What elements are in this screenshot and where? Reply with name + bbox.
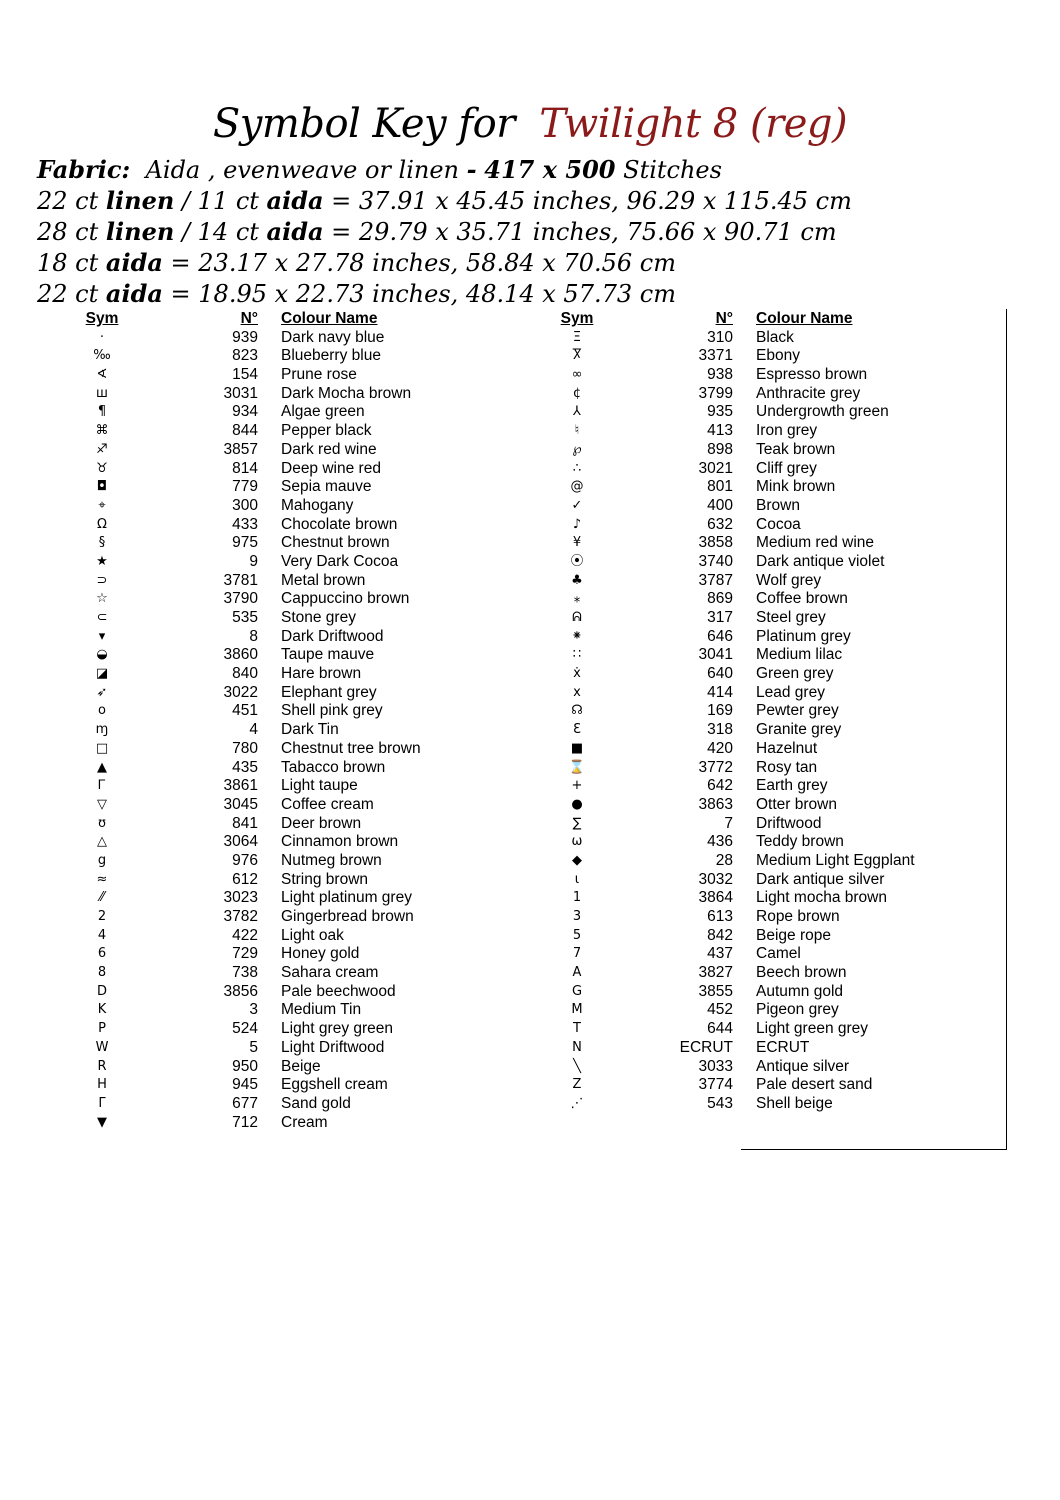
symbol-glyph: ᕱ (572, 610, 582, 625)
colour-name: Beige (281, 1057, 321, 1075)
size-mid: / 11 ct (174, 187, 267, 215)
symbol-glyph: ▲ (97, 759, 107, 775)
number: 712 (232, 1113, 258, 1131)
colour-name: Sahara cream (281, 964, 379, 982)
number: 646 (707, 627, 733, 645)
symbol-glyph: ╲ (573, 1058, 581, 1074)
symbol-glyph: ∷ (572, 647, 582, 663)
size-b1: aida (105, 248, 163, 277)
size-line (37, 216, 1037, 247)
number: 898 (707, 440, 733, 458)
size-prefix: 22 ct (37, 280, 99, 308)
colour-name: Autumn gold (756, 982, 844, 1000)
size-line (37, 278, 1037, 309)
number: 535 (232, 609, 258, 626)
symbol-glyph: ⁕ (571, 628, 583, 644)
number: 823 (232, 347, 258, 365)
number: 738 (232, 964, 258, 982)
colour-name: Nutmeg brown (281, 851, 382, 869)
size-prefix: 18 ct (37, 249, 99, 277)
colour-name: Teak brown (756, 440, 836, 458)
colour-name: Dark red wine (281, 440, 377, 458)
number: 939 (232, 328, 258, 346)
number: 3782 (223, 908, 258, 925)
symbol-glyph: ▾ (98, 628, 106, 644)
colour-name: Hare brown (281, 665, 362, 683)
colour-name: Medium Light Eggplant (756, 851, 915, 869)
number: 677 (232, 1094, 258, 1112)
symbol-glyph: ⋰ (570, 1095, 584, 1111)
symbol-glyph: W (95, 1039, 109, 1055)
number: 729 (232, 945, 258, 963)
number: 975 (232, 534, 258, 552)
number: 640 (707, 665, 733, 683)
number: 3032 (698, 870, 733, 888)
symbol-glyph: A (572, 965, 582, 981)
symbol-glyph: ♐ (96, 441, 108, 457)
symbol-glyph: 5 (572, 927, 582, 943)
number: 422 (232, 926, 258, 944)
symbol-glyph: ⌖ (98, 497, 106, 513)
symbol-glyph: 1 (572, 890, 582, 906)
number: 452 (707, 1001, 733, 1019)
colour-name: Ebony (756, 347, 800, 365)
symbol-glyph: ∑ (572, 815, 582, 831)
number: 3799 (698, 384, 733, 402)
number: 976 (232, 851, 258, 869)
number: 524 (232, 1020, 258, 1038)
number: 612 (232, 870, 258, 888)
number: 3021 (698, 459, 733, 477)
colour-name: Rosy tan (756, 758, 818, 776)
number: 317 (707, 609, 733, 626)
colour-name: Lead grey (756, 683, 825, 701)
number: 945 (232, 1076, 258, 1094)
number: 3031 (223, 384, 258, 402)
symbol-glyph: ⌛ (568, 759, 586, 775)
colour-name: Dark Tin (281, 721, 339, 739)
colour-name: Stone grey (281, 609, 356, 626)
symbol-glyph: ¥ (572, 535, 582, 551)
colour-name: Teddy brown (756, 833, 844, 851)
fabric-dash: - (466, 155, 477, 184)
number: 632 (707, 515, 733, 533)
colour-name: Sepia mauve (281, 478, 372, 496)
symbol-glyph: ẋ (573, 666, 581, 682)
colour-name: Antique silver (756, 1057, 850, 1075)
colour-name: Light oak (281, 926, 344, 944)
number: 3856 (223, 982, 258, 1000)
symbol-glyph: D (96, 983, 107, 999)
symbol-glyph: ➶ (96, 684, 108, 700)
number: 642 (707, 777, 733, 795)
colour-name: Prune rose (281, 366, 357, 384)
number: 3740 (698, 552, 733, 570)
symbol-glyph: o (98, 703, 106, 719)
pattern-name: Twilight 8 (reg) (539, 101, 848, 147)
number: 3861 (223, 777, 258, 795)
number: 414 (707, 683, 733, 701)
symbol-glyph: ∢ (96, 367, 108, 383)
number: 413 (707, 422, 733, 440)
number: ECRUT (679, 1038, 733, 1056)
symbol-glyph: 6 (97, 946, 107, 962)
number: 169 (707, 702, 733, 720)
symbol-glyph: ▽ (97, 796, 107, 812)
number: 935 (707, 403, 733, 421)
header-number: N° (240, 310, 258, 327)
number: 3781 (223, 571, 258, 589)
colour-name: Light Driftwood (281, 1038, 385, 1056)
colour-name: String brown (281, 870, 369, 888)
size-prefix: 28 ct (37, 218, 99, 246)
colour-name: Pale beechwood (281, 982, 396, 1000)
number: 543 (707, 1094, 733, 1112)
symbol-glyph: ⁄⁄ (99, 890, 105, 906)
number: 844 (232, 422, 258, 440)
colour-name: Brown (756, 496, 800, 514)
colour-name: Chestnut tree brown (281, 739, 421, 757)
symbol-glyph: K (97, 1002, 107, 1018)
header-colour-name: Colour Name (756, 310, 853, 327)
number: 4 (249, 721, 258, 739)
size-b1: linen (105, 217, 175, 246)
colour-name: Medium Tin (281, 1001, 362, 1019)
fabric-info (37, 154, 1037, 309)
colour-name: Medium red wine (756, 534, 875, 552)
symbol-glyph: ☆ (96, 591, 108, 607)
symbol-glyph: Ω (97, 516, 107, 532)
colour-name: Dark antique silver (756, 870, 885, 888)
colour-name: Light green grey (756, 1020, 869, 1038)
size-rest: = 37.91 x 45.45 inches, 96.29 x 115.45 cm (323, 187, 852, 215)
symbol-glyph: Ɛ (573, 722, 581, 738)
number: 7 (724, 814, 733, 832)
fabric-line (37, 154, 1037, 185)
number: 934 (232, 403, 258, 421)
colour-name: Iron grey (756, 422, 818, 440)
colour-name: Dark antique violet (756, 552, 885, 570)
colour-name: Earth grey (756, 777, 828, 795)
number: 780 (232, 739, 258, 757)
colour-name: Deer brown (281, 814, 362, 832)
colour-name: Shell pink grey (281, 702, 383, 720)
symbol-glyph: ■ (570, 740, 584, 756)
number: 3064 (223, 833, 258, 851)
symbol-glyph: ¶ (97, 404, 107, 420)
colour-name: Chocolate brown (281, 515, 398, 533)
colour-name: Beech brown (756, 964, 847, 982)
symbol-glyph: ш (96, 385, 108, 401)
symbol-glyph: ⌘ (95, 423, 109, 439)
symbol-glyph: 2 (97, 909, 107, 924)
symbol-glyph: 4 (97, 927, 107, 943)
number: 3033 (698, 1057, 733, 1075)
colour-name: Sand gold (281, 1094, 351, 1112)
number: 3855 (698, 982, 733, 1000)
number: 9 (249, 552, 258, 570)
colour-name: Pale desert sand (756, 1076, 873, 1094)
colour-name: Light mocha brown (756, 889, 887, 907)
colour-name: Gingerbread brown (281, 908, 414, 925)
size-b1: aida (105, 279, 163, 308)
symbol-glyph: ∞ (571, 367, 583, 383)
symbol-glyph: ∴ (572, 460, 582, 476)
number: 3857 (223, 440, 258, 458)
fabric-label: Fabric: (37, 155, 131, 184)
colour-name: Dark Driftwood (281, 627, 384, 645)
symbol-glyph: + (571, 778, 583, 794)
colour-name: Black (756, 328, 794, 346)
colour-name: Blueberry blue (281, 347, 381, 365)
symbol-glyph: ♉ (96, 460, 108, 476)
number: 950 (232, 1057, 258, 1075)
symbol-glyph: ◪ (95, 666, 109, 682)
colour-name: Wolf grey (756, 571, 822, 589)
number: 644 (707, 1020, 733, 1038)
symbol-glyph: ⊂ (96, 610, 108, 625)
size-b2: aida (266, 217, 324, 246)
number: 814 (232, 459, 258, 477)
symbol-glyph: 8 (97, 965, 107, 981)
colour-name: Camel (756, 945, 801, 963)
colour-name: Honey gold (281, 945, 360, 963)
number: 3774 (698, 1076, 733, 1094)
colour-name: Cinnamon brown (281, 833, 399, 851)
symbol-glyph: ω (571, 834, 583, 850)
colour-name: Chestnut brown (281, 534, 390, 552)
number: 436 (707, 833, 733, 851)
number: 318 (707, 721, 733, 739)
colour-name: Cappuccino brown (281, 590, 410, 608)
header-sym: Sym (560, 310, 594, 327)
colour-name: Platinum grey (756, 627, 851, 645)
symbol-glyph: ◆ (572, 852, 582, 868)
number: 5 (249, 1038, 258, 1056)
stitches-label: Stitches (623, 156, 722, 184)
size-mid: / 14 ct (174, 218, 267, 246)
colour-name: Pewter grey (756, 702, 839, 720)
symbol-glyph: ◘ (96, 479, 108, 495)
symbol-glyph: G (571, 983, 583, 999)
symbol-glyph: H (97, 1077, 107, 1093)
symbol-glyph: 7 (572, 946, 582, 962)
number: 869 (707, 590, 733, 608)
symbol-glyph: @ (570, 479, 584, 495)
number: 3041 (698, 646, 733, 664)
colour-name: Otter brown (756, 795, 837, 813)
number: 8 (249, 627, 258, 645)
number: 779 (232, 478, 258, 496)
colour-name: Medium lilac (756, 646, 843, 664)
symbol-glyph: ☊ (571, 703, 583, 719)
symbol-glyph: x (573, 684, 581, 700)
page-title (0, 96, 1060, 152)
symbol-glyph: Ⴟ (572, 348, 582, 364)
colour-name: Light taupe (281, 777, 358, 795)
symbol-glyph: T (573, 1021, 581, 1037)
number: 3 (249, 1001, 258, 1019)
colour-name: Cocoa (756, 515, 801, 533)
colour-name: Green grey (756, 665, 834, 683)
frame-border-right (1006, 309, 1007, 1149)
colour-name: Metal brown (281, 571, 366, 589)
symbol-glyph: Z (572, 1077, 582, 1093)
colour-name: Dark Mocha brown (281, 384, 412, 402)
number: 3790 (223, 590, 258, 608)
colour-name: Tabacco brown (281, 758, 386, 776)
colour-name: Mink brown (756, 478, 836, 496)
header-number: N° (715, 310, 733, 327)
fabric-types: Aida , evenweave or linen (145, 156, 460, 184)
symbol-glyph: △ (97, 834, 107, 850)
colour-name: Mahogany (281, 496, 354, 514)
colour-name: Deep wine red (281, 459, 381, 477)
colour-name: Coffee brown (756, 590, 848, 608)
size-line (37, 247, 1037, 278)
colour-name: Shell beige (756, 1094, 833, 1112)
colour-name: Pigeon grey (756, 1001, 839, 1019)
size-line (37, 185, 1037, 216)
number: 433 (232, 515, 258, 533)
number: 3860 (223, 646, 258, 664)
number: 3023 (223, 889, 258, 907)
symbol-glyph: ♪ (572, 516, 582, 532)
number: 28 (715, 851, 733, 869)
symbol-glyph: ♣ (571, 572, 583, 588)
header-colour-name: Colour Name (281, 310, 378, 327)
colour-name: Coffee cream (281, 795, 374, 813)
colour-name: Driftwood (756, 814, 822, 832)
symbol-glyph: N (572, 1039, 582, 1055)
number: 154 (232, 366, 258, 384)
symbol-glyph: § (98, 535, 106, 551)
colour-name: Eggshell cream (281, 1076, 388, 1094)
frame-border-bottom (741, 1149, 1007, 1150)
symbol-glyph: ♮ (574, 423, 580, 439)
number: 801 (707, 478, 733, 496)
symbol-glyph: ⅄ (573, 404, 581, 420)
colour-name: Pepper black (281, 422, 372, 440)
colour-name: Anthracite grey (756, 384, 861, 402)
symbol-glyph: Ꮁ (98, 778, 106, 794)
number: 3371 (698, 347, 733, 365)
symbol-glyph: Ξ (572, 329, 582, 345)
number: 3858 (698, 534, 733, 552)
number: 3045 (223, 795, 258, 813)
symbol-glyph: ‰ (93, 348, 111, 364)
symbol-glyph: ℘ (572, 441, 582, 457)
symbol-glyph: g (97, 852, 107, 868)
title-prefix: Symbol Key for (212, 101, 515, 147)
colour-name: Rope brown (756, 908, 840, 925)
number: 310 (707, 328, 733, 346)
number: 451 (232, 702, 258, 720)
colour-name: Granite grey (756, 721, 842, 739)
colour-name: Steel grey (756, 609, 826, 626)
colour-name: Cream (281, 1113, 328, 1131)
size-prefix: 22 ct (37, 187, 99, 215)
symbol-glyph: ⁎ (573, 591, 581, 607)
number: 3827 (698, 964, 733, 982)
number: 437 (707, 945, 733, 963)
number: 3864 (698, 889, 733, 907)
symbol-glyph: R (97, 1058, 107, 1074)
symbol-glyph: ɩ (574, 871, 580, 887)
symbol-glyph: ɱ (95, 722, 109, 738)
number: 400 (707, 496, 733, 514)
colour-name: Elephant grey (281, 683, 377, 701)
number: 938 (707, 366, 733, 384)
colour-name: Dark navy blue (281, 328, 385, 346)
symbol-glyph: Γ (98, 1095, 106, 1111)
size-rest: = 29.79 x 35.71 inches, 75.66 x 90.71 cm (323, 218, 837, 246)
symbol-glyph: ● (571, 796, 583, 812)
symbol-glyph: ⦿ (570, 553, 584, 569)
colour-name: Espresso brown (756, 366, 868, 384)
number: 841 (232, 814, 258, 832)
number: 842 (707, 926, 733, 944)
symbol-glyph: ★ (96, 553, 108, 569)
colour-name: Light platinum grey (281, 889, 412, 907)
colour-name: Hazelnut (756, 739, 818, 757)
colour-name: Undergrowth green (756, 403, 889, 421)
number: 420 (707, 739, 733, 757)
size-rest: = 18.95 x 22.73 inches, 48.14 x 57.73 cm (162, 280, 676, 308)
colour-name: Cliff grey (756, 459, 817, 477)
size-b1: linen (105, 186, 175, 215)
symbol-glyph: ≈ (96, 871, 108, 887)
number: 840 (232, 665, 258, 683)
symbol-glyph: · (99, 329, 105, 345)
colour-name: Beige rope (756, 926, 831, 944)
size-rest: = 23.17 x 27.78 inches, 58.84 x 70.56 cm (162, 249, 676, 277)
number: 3772 (698, 758, 733, 776)
symbol-glyph: ʊ (97, 815, 107, 831)
colour-name: Algae green (281, 403, 365, 421)
number: 613 (707, 908, 733, 925)
header-sym: Sym (85, 310, 119, 327)
size-b2: aida (266, 186, 324, 215)
symbol-glyph: ▼ (97, 1114, 107, 1130)
colour-name: Very Dark Cocoa (281, 552, 399, 570)
symbol-glyph: ✓ (571, 497, 583, 513)
colour-name: Light grey green (281, 1020, 394, 1038)
number: 3787 (698, 571, 733, 589)
number: 435 (232, 758, 258, 776)
colour-name: ECRUT (756, 1038, 810, 1056)
symbol-glyph: ¢ (572, 385, 582, 401)
symbol-glyph: □ (95, 740, 109, 756)
stitch-count: 417 x 500 (484, 155, 616, 184)
colour-name: Taupe mauve (281, 646, 375, 664)
symbol-glyph: M (571, 1002, 583, 1018)
symbol-glyph: 3 (572, 909, 582, 924)
number: 3022 (223, 683, 258, 701)
number: 3863 (698, 795, 733, 813)
symbol-glyph: P (98, 1021, 106, 1037)
symbol-glyph: ◒ (96, 647, 108, 663)
number: 300 (232, 496, 258, 514)
symbol-glyph: ⊃ (96, 572, 108, 588)
